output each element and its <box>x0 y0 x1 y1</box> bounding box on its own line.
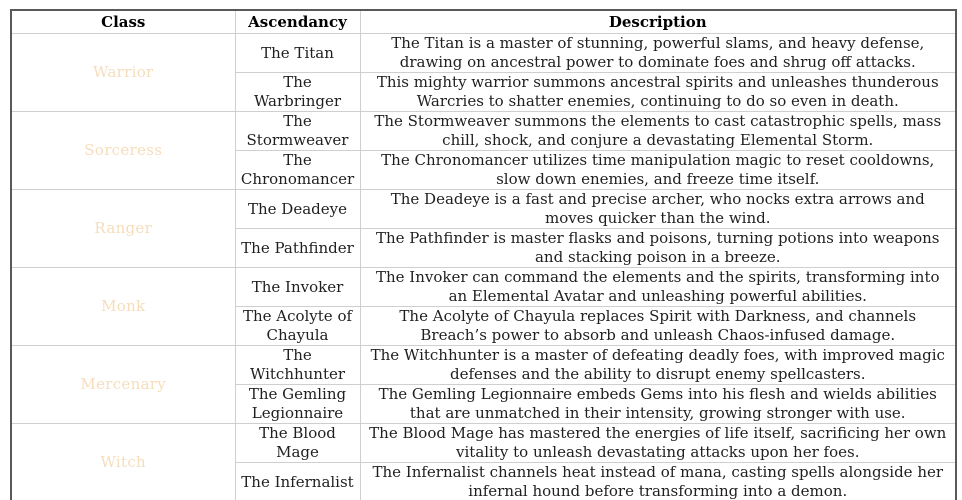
ascendancy-cell: The Witchhunter <box>235 346 360 385</box>
ascendancy-cell: The Blood Mage <box>235 424 360 463</box>
table-row <box>11 34 956 73</box>
ascendancy-cell: The Invoker <box>235 268 360 307</box>
description-cell: The Pathfinder is master flasks and poisons, turning potions into weapons and stacking poison in a breeze. <box>360 229 956 268</box>
ascendancy-cell: The Warbringer <box>235 73 360 112</box>
class-cell: Witch <box>11 424 235 500</box>
description-cell: The Infernalist channels heat instead of mana, casting spells alongside her infernal hound before transforming into a demon. <box>360 463 956 500</box>
ascendancy-cell: The Chronomancer <box>235 151 360 190</box>
header-row <box>11 10 956 34</box>
class-cell: Ranger <box>11 190 235 268</box>
class-ascendancy-table <box>10 9 957 500</box>
ascendancy-cell: The Stormweaver <box>235 112 360 151</box>
description-cell: The Gemling Legionnaire embeds Gems into his flesh and wields abilities that are unmatched in their intensity, growing stronger with use. <box>360 385 956 424</box>
table-row <box>11 112 956 151</box>
ascendancy-cell: The Deadeye <box>235 190 360 229</box>
class-cell: Monk <box>11 268 235 346</box>
ascendancy-cell: The Gemling Legionnaire <box>235 385 360 424</box>
ascendancy-cell: The Infernalist <box>235 463 360 500</box>
description-cell: The Invoker can command the elements and the spirits, transforming into an Elemental Avatar and unleashing powerful abilities. <box>360 268 956 307</box>
class-cell: Mercenary <box>11 346 235 424</box>
table-row <box>11 190 956 229</box>
ascendancy-cell: The Acolyte of Chayula <box>235 307 360 346</box>
description-cell: The Chronomancer utilizes time manipulation magic to reset cooldowns, slow down enemies, and freeze time itself. <box>360 151 956 190</box>
column-header-class: Class <box>11 10 235 34</box>
description-cell: The Blood Mage has mastered the energies of life itself, sacrificing her own vitality to unleash devastating attacks upon her foes. <box>360 424 956 463</box>
description-cell: The Titan is a master of stunning, powerful slams, and heavy defense, drawing on ancestral power to dominate foes and shrug off attacks. <box>360 34 956 73</box>
table-body <box>11 34 956 500</box>
description-cell: The Witchhunter is a master of defeating deadly foes, with improved magic defenses and the ability to disrupt enemy spellcasters. <box>360 346 956 385</box>
table-row <box>11 424 956 463</box>
table-row <box>11 346 956 385</box>
column-header-description: Description <box>360 10 956 34</box>
class-cell: Warrior <box>11 34 235 112</box>
class-cell: Sorceress <box>11 112 235 190</box>
ascendancy-cell: The Titan <box>235 34 360 73</box>
description-cell: The Acolyte of Chayula replaces Spirit with Darkness, and channels Breach’s power to absorb and unleash Chaos-infused damage. <box>360 307 956 346</box>
description-cell: This mighty warrior summons ancestral spirits and unleashes thunderous Warcries to shatter enemies, continuing to do so even in death. <box>360 73 956 112</box>
description-cell: The Stormweaver summons the elements to cast catastrophic spells, mass chill, shock, and conjure a devastating Elemental Storm. <box>360 112 956 151</box>
column-header-ascendancy: Ascendancy <box>235 10 360 34</box>
ascendancy-cell: The Pathfinder <box>235 229 360 268</box>
table-row <box>11 268 956 307</box>
description-cell: The Deadeye is a fast and precise archer, who nocks extra arrows and moves quicker than the wind. <box>360 190 956 229</box>
